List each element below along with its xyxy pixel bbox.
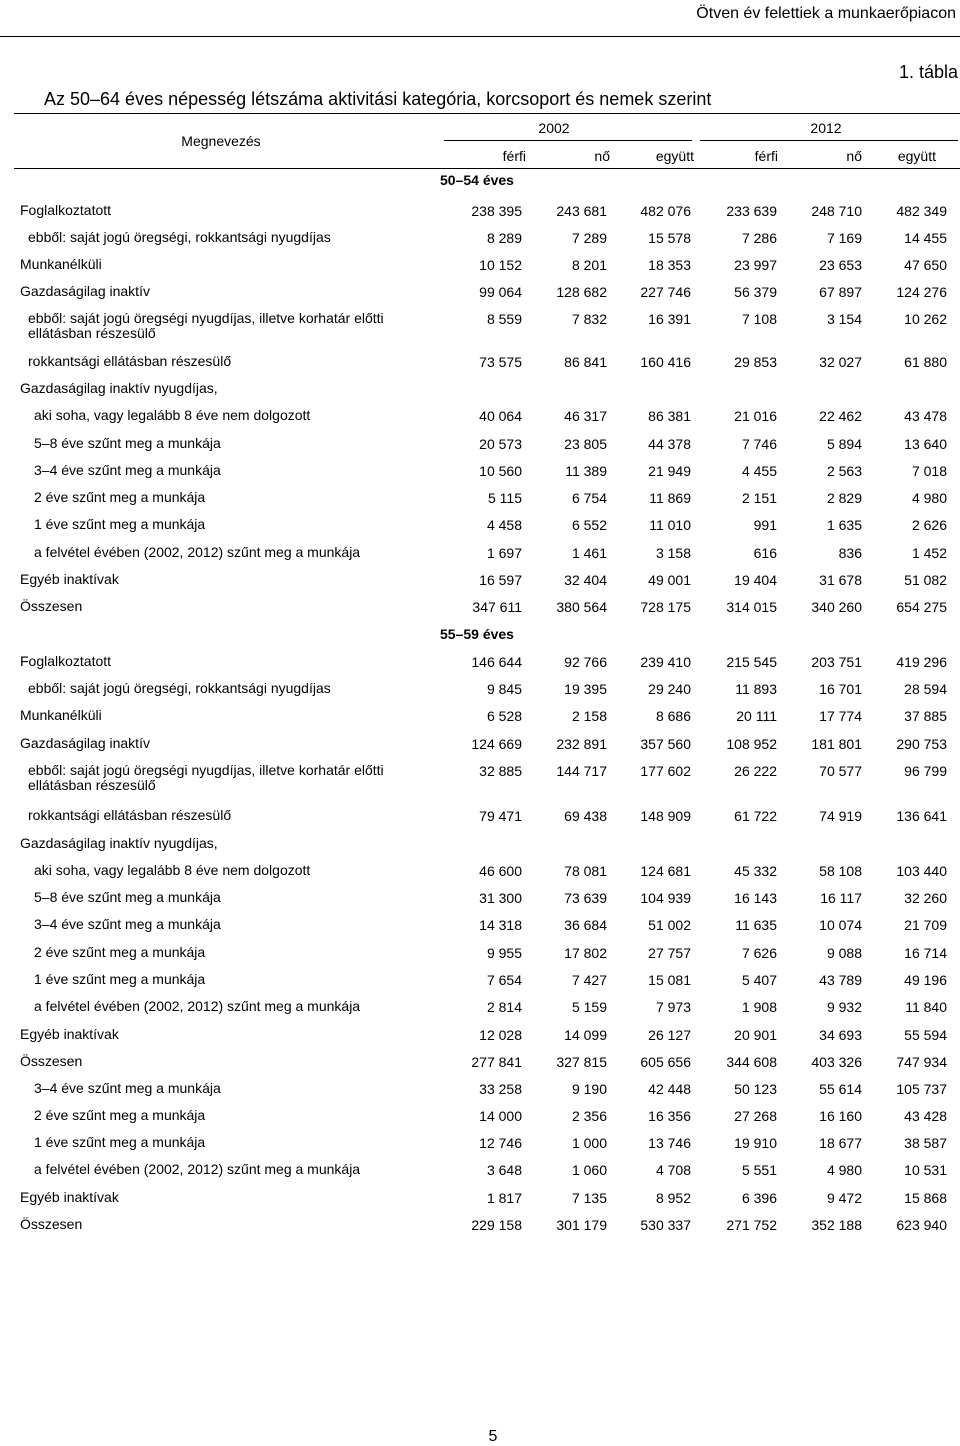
cell-value: 530 337 [640,1217,691,1233]
cell-value: 56 379 [734,284,777,300]
cell-value: 128 682 [556,284,607,300]
cell-value: 7 018 [911,463,947,479]
cell-value: 7 832 [571,311,607,327]
cell-value: 3 648 [486,1162,522,1178]
cell-value: 7 973 [655,999,691,1015]
cell-value: 16 143 [734,890,777,906]
title-rule [14,113,960,114]
cell-value: 42 448 [648,1081,691,1097]
cell-value: 26 222 [734,763,777,779]
cell-value: 2 814 [486,999,522,1015]
cell-value: 55 594 [904,1027,947,1043]
cell-value: 12 746 [479,1135,522,1151]
cell-value: 29 853 [734,354,777,370]
row-label: Egyéb inaktívak [20,1026,119,1042]
cell-value: 6 528 [486,708,522,724]
cell-value: 37 885 [904,708,947,724]
cell-value: 13 640 [904,436,947,452]
cell-value: 9 955 [486,945,522,961]
cell-value: 1 000 [571,1135,607,1151]
cell-value: 7 746 [741,436,777,452]
running-head-rule [0,36,960,37]
cell-value: 2 626 [911,517,947,533]
cell-value: 67 897 [819,284,862,300]
header-rule [14,168,960,169]
cell-value: 8 952 [655,1190,691,1206]
cell-value: 146 644 [471,654,522,670]
cell-value: 290 753 [896,736,947,752]
cell-value: 17 774 [819,708,862,724]
cell-value: 73 575 [479,354,522,370]
cell-value: 1 461 [571,545,607,561]
row-label: Munkanélküli [20,707,102,723]
cell-value: 34 693 [819,1027,862,1043]
row-label: Gazdaságilag inaktív nyugdíjas, [20,380,218,396]
row-label: ebből: saját jogú öregségi nyugdíjas, illetve korhatár előtti ellátásban részesülő [28,762,384,793]
row-label: Összesen [20,1216,83,1232]
cell-value: 61 880 [904,354,947,370]
cell-value: 61 722 [734,808,777,824]
cell-value: 28 594 [904,681,947,697]
cell-value: 243 681 [556,203,607,219]
cell-value: 46 600 [479,863,522,879]
cell-value: 23 805 [564,436,607,452]
header-sub-col: együtt [655,148,694,164]
cell-value: 70 577 [819,763,862,779]
cell-value: 271 752 [726,1217,777,1233]
cell-value: 2 829 [826,490,862,506]
cell-value: 96 799 [904,763,947,779]
cell-value: 104 939 [640,890,691,906]
cell-value: 92 766 [564,654,607,670]
cell-value: 33 258 [479,1081,522,1097]
cell-value: 10 262 [904,311,947,327]
cell-value: 78 081 [564,863,607,879]
cell-value: 8 686 [655,708,691,724]
cell-value: 11 010 [649,517,691,533]
cell-value: 14 318 [479,917,522,933]
row-label: Összesen [20,1053,83,1069]
row-label: Munkanélküli [20,256,102,272]
cell-value: 7 286 [741,230,777,246]
cell-value: 2 356 [571,1108,607,1124]
cell-value: 16 356 [648,1108,691,1124]
cell-value: 9 932 [826,999,862,1015]
cell-value: 239 410 [640,654,691,670]
cell-value: 14 455 [904,230,947,246]
row-label: 1 éve szűnt meg a munkája [34,516,206,532]
row-label: 1 éve szűnt meg a munkája [34,971,206,987]
table-title: Az 50–64 éves népesség létszáma aktivitási kategória, korcsoport és nemek szerint [44,89,712,109]
cell-value: 9 472 [826,1190,862,1206]
cell-value: 8 201 [571,257,607,273]
cell-value: 43 428 [904,1108,947,1124]
cell-value: 301 179 [556,1217,607,1233]
header-sub-col: együtt [897,148,936,164]
cell-value: 21 709 [904,917,947,933]
row-label: a felvétel évében (2002, 2012) szűnt meg a munkája [34,544,361,560]
row-label: Egyéb inaktívak [20,571,119,587]
header-sub-col: férfi [754,148,778,164]
cell-value: 32 260 [904,890,947,906]
cell-value: 19 395 [564,681,607,697]
cell-value: 23 997 [734,257,777,273]
cell-value: 38 587 [904,1135,947,1151]
cell-value: 10 560 [479,463,522,479]
cell-value: 7 289 [571,230,607,246]
cell-value: 103 440 [896,863,947,879]
cell-value: 15 578 [648,230,691,246]
cell-value: 6 396 [741,1190,777,1206]
cell-value: 1 697 [486,545,522,561]
cell-value: 181 801 [811,736,862,752]
cell-value: 419 296 [896,654,947,670]
cell-value: 46 317 [564,408,607,424]
cell-value: 108 952 [726,736,777,752]
cell-value: 22 462 [819,408,862,424]
cell-value: 13 746 [648,1135,691,1151]
cell-value: 20 901 [734,1027,777,1043]
cell-value: 17 802 [564,945,607,961]
row-label: rokkantsági ellátásban részesülő [28,353,232,369]
cell-value: 27 757 [648,945,691,961]
cell-value: 232 891 [556,736,607,752]
cell-value: 7 135 [571,1190,607,1206]
cell-value: 86 841 [564,354,607,370]
header-sub-col: nő [846,148,862,164]
cell-value: 4 980 [826,1162,862,1178]
cell-value: 124 669 [471,736,522,752]
cell-value: 616 [753,545,777,561]
cell-value: 124 681 [640,863,691,879]
cell-value: 51 002 [648,917,691,933]
cell-value: 248 710 [811,203,862,219]
cell-value: 47 650 [904,257,947,273]
row-label: rokkantsági ellátásban részesülő [28,807,232,823]
cell-value: 11 893 [735,681,777,697]
cell-value: 1 452 [911,545,947,561]
cell-value: 18 677 [819,1135,862,1151]
cell-value: 1 908 [741,999,777,1015]
header-year-2012: 2012 [810,120,842,136]
cell-value: 314 015 [726,599,777,615]
cell-value: 991 [753,517,777,533]
cell-value: 11 840 [905,999,947,1015]
cell-value: 23 653 [819,257,862,273]
cell-value: 5 894 [826,436,862,452]
table-number: 1. tábla [898,62,958,82]
cell-value: 16 597 [479,572,522,588]
cell-value: 8 289 [486,230,522,246]
row-label: a felvétel évében (2002, 2012) szűnt meg a munkája [34,1161,361,1177]
cell-value: 74 919 [819,808,862,824]
row-label: 1 éve szűnt meg a munkája [34,1134,206,1150]
row-label: 3–4 éve szűnt meg a munkája [34,916,221,932]
cell-value: 14 099 [564,1027,607,1043]
cell-value: 6 754 [571,490,607,506]
cell-value: 69 438 [564,808,607,824]
cell-value: 7 654 [486,972,522,988]
row-label: 5–8 éve szűnt meg a munkája [34,889,221,905]
cell-value: 44 378 [648,436,691,452]
cell-value: 51 082 [904,572,947,588]
cell-value: 36 684 [564,917,607,933]
cell-value: 233 639 [726,203,777,219]
cell-value: 26 127 [648,1027,691,1043]
cell-value: 8 559 [486,311,522,327]
cell-value: 43 789 [819,972,862,988]
cell-value: 73 639 [564,890,607,906]
cell-value: 16 391 [648,311,691,327]
cell-value: 4 458 [486,517,522,533]
cell-value: 482 076 [640,203,691,219]
cell-value: 2 563 [826,463,862,479]
cell-value: 144 717 [556,763,607,779]
cell-value: 124 276 [896,284,947,300]
cell-value: 10 074 [819,917,862,933]
row-label: Gazdaságilag inaktív [20,283,150,299]
cell-value: 4 708 [655,1162,691,1178]
row-label: ebből: saját jogú öregségi, rokkantsági nyugdíjas [28,680,331,696]
cell-value: 136 641 [896,808,947,824]
cell-value: 9 088 [826,945,862,961]
cell-value: 45 332 [734,863,777,879]
cell-value: 21 949 [648,463,691,479]
row-label: 3–4 éve szűnt meg a munkája [34,1080,221,1096]
header-name-column: Megnevezés [181,133,261,149]
cell-value: 86 381 [648,408,691,424]
cell-value: 747 934 [896,1054,947,1070]
cell-value: 3 154 [826,311,862,327]
cell-value: 403 326 [811,1054,862,1070]
row-label: Foglalkoztatott [20,202,112,218]
cell-value: 19 404 [734,572,777,588]
row-label: 2 éve szűnt meg a munkája [34,1107,206,1123]
cell-value: 16 117 [820,890,862,906]
cell-value: 12 028 [479,1027,522,1043]
cell-value: 836 [838,545,862,561]
cell-value: 7 626 [741,945,777,961]
cell-value: 27 268 [734,1108,777,1124]
cell-value: 203 751 [811,654,862,670]
row-label: 2 éve szűnt meg a munkája [34,489,206,505]
cell-value: 7 108 [741,311,777,327]
cell-value: 14 000 [479,1108,522,1124]
header-year-2002: 2002 [538,120,570,136]
cell-value: 4 980 [911,490,947,506]
cell-value: 16 714 [904,945,947,961]
row-label: ebből: saját jogú öregségi, rokkantsági nyugdíjas [28,229,331,245]
running-head [0,0,960,39]
cell-value: 49 196 [904,972,947,988]
cell-value: 11 869 [649,490,691,506]
cell-value: 10 531 [904,1162,947,1178]
cell-value: 5 407 [741,972,777,988]
cell-value: 55 614 [819,1081,862,1097]
cell-value: 11 635 [735,917,777,933]
running-head-title: Ötven év felettiek a munkaerőpiacon [696,5,956,22]
cell-value: 1 817 [486,1190,522,1206]
row-label: a felvétel évében (2002, 2012) szűnt meg a munkája [34,998,361,1014]
cell-value: 49 001 [648,572,691,588]
cell-value: 31 678 [819,572,862,588]
header-sub-col: férfi [502,148,526,164]
cell-value: 623 940 [896,1217,947,1233]
cell-value: 160 416 [640,354,691,370]
cell-value: 227 746 [640,284,691,300]
year-rule-2012 [700,140,958,141]
cell-value: 32 885 [479,763,522,779]
cell-value: 105 737 [896,1081,947,1097]
cell-value: 4 455 [741,463,777,479]
cell-value: 16 160 [819,1108,862,1124]
cell-value: 9 190 [571,1081,607,1097]
row-label: Gazdaságilag inaktív [20,735,150,751]
cell-value: 5 551 [741,1162,777,1178]
cell-value: 5 159 [571,999,607,1015]
row-label: Összesen [20,598,83,614]
cell-value: 344 608 [726,1054,777,1070]
cell-value: 58 108 [819,863,862,879]
year-rule-2002 [444,140,692,141]
cell-value: 148 909 [640,808,691,824]
cell-value: 50 123 [734,1081,777,1097]
cell-value: 79 471 [479,808,522,824]
cell-value: 10 152 [479,257,522,273]
cell-value: 352 188 [811,1217,862,1233]
cell-value: 1 635 [826,517,862,533]
cell-value: 605 656 [640,1054,691,1070]
cell-value: 18 353 [648,257,691,273]
row-label: 5–8 éve szűnt meg a munkája [34,435,221,451]
cell-value: 340 260 [811,599,862,615]
cell-value: 3 158 [655,545,691,561]
cell-value: 1 060 [571,1162,607,1178]
cell-value: 6 552 [571,517,607,533]
cell-value: 238 395 [471,203,522,219]
cell-value: 31 300 [479,890,522,906]
cell-value: 7 169 [826,230,862,246]
cell-value: 7 427 [571,972,607,988]
cell-value: 347 611 [472,599,522,615]
header-sub-col: nő [594,148,610,164]
cell-value: 482 349 [896,203,947,219]
cell-value: 40 064 [479,408,522,424]
cell-value: 380 564 [556,599,607,615]
cell-value: 2 158 [571,708,607,724]
cell-value: 2 151 [741,490,777,506]
row-label: 3–4 éve szűnt meg a munkája [34,462,221,478]
cell-value: 728 175 [640,599,691,615]
cell-value: 215 545 [726,654,777,670]
cell-value: 277 841 [471,1054,522,1070]
cell-value: 29 240 [648,681,691,697]
row-label: Gazdaságilag inaktív nyugdíjas, [20,835,218,851]
row-label: aki soha, vagy legalább 8 éve nem dolgozott [34,407,311,423]
cell-value: 32 404 [564,572,607,588]
cell-value: 20 573 [479,436,522,452]
cell-value: 357 560 [640,736,691,752]
row-label: 2 éve szűnt meg a munkája [34,944,206,960]
section-title: 50–54 éves [440,172,514,188]
cell-value: 177 602 [640,763,691,779]
cell-value: 21 016 [734,408,777,424]
cell-value: 11 389 [565,463,607,479]
cell-value: 654 275 [896,599,947,615]
cell-value: 99 064 [479,284,522,300]
row-label: aki soha, vagy legalább 8 éve nem dolgozott [34,862,311,878]
cell-value: 16 701 [819,681,862,697]
cell-value: 32 027 [819,354,862,370]
cell-value: 5 115 [488,490,522,506]
row-label: Foglalkoztatott [20,653,112,669]
cell-value: 19 910 [734,1135,777,1151]
cell-value: 327 815 [556,1054,607,1070]
section-title: 55–59 éves [440,626,514,642]
row-label: ebből: saját jogú öregségi nyugdíjas, illetve korhatár előtti ellátásban részesülő [28,310,384,341]
cell-value: 9 845 [486,681,522,697]
cell-value: 43 478 [904,408,947,424]
page-number: 5 [488,1428,498,1445]
cell-value: 15 081 [648,972,691,988]
row-label: Egyéb inaktívak [20,1189,119,1205]
cell-value: 229 158 [471,1217,522,1233]
cell-value: 15 868 [904,1190,947,1206]
cell-value: 20 111 [736,708,777,724]
